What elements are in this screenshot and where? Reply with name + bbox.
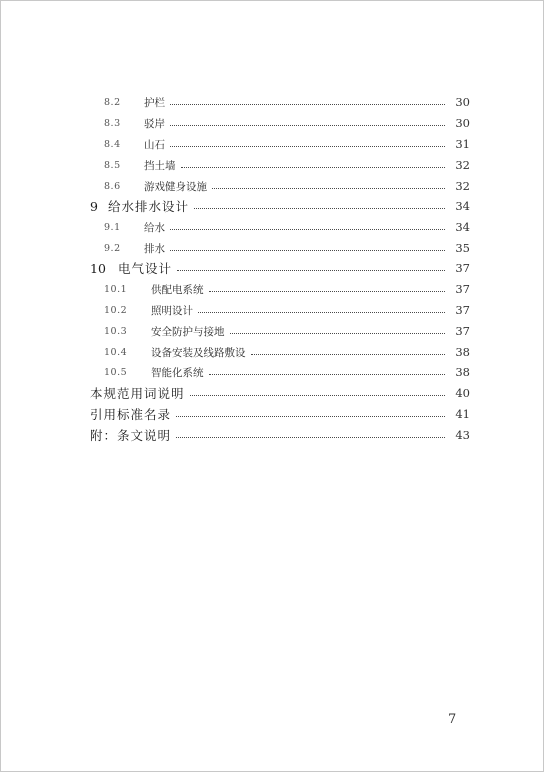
toc-entry-page: 38 <box>455 365 470 379</box>
toc-entry-title: 照明设计 <box>151 304 193 317</box>
toc-entry-page: 37 <box>455 324 470 338</box>
dot-leader <box>176 416 445 417</box>
toc-entry-title: 山石 <box>144 138 165 151</box>
toc-entry-title: 护栏 <box>144 96 165 109</box>
toc-entry[interactable] <box>104 300 470 320</box>
toc-chapter-entry[interactable] <box>90 196 470 216</box>
toc-entry-number: 10.5 <box>104 366 128 378</box>
dot-leader <box>209 374 446 375</box>
toc-entry-number: 8.2 <box>104 96 121 108</box>
page-number: 7 <box>448 712 457 727</box>
toc-backmatter-entry[interactable] <box>90 425 470 445</box>
dot-leader <box>190 395 445 396</box>
dot-leader <box>209 291 446 292</box>
toc-entry-title: 给水 <box>144 221 165 234</box>
toc-entry-number: 10.4 <box>104 346 128 358</box>
toc-entry-number: 9.2 <box>104 242 121 254</box>
toc-entry-page: 41 <box>455 407 470 421</box>
dot-leader <box>170 104 445 105</box>
toc-entry[interactable] <box>104 362 470 382</box>
toc-entry-page: 31 <box>455 137 470 151</box>
dot-leader <box>170 229 445 230</box>
toc-entry-title: 附：条文说明 <box>90 428 172 443</box>
toc-entry[interactable] <box>104 321 470 341</box>
toc-entry-title: 引用标准名录 <box>90 407 172 422</box>
dot-leader <box>177 270 445 271</box>
toc-entry-title: 本规范用词说明 <box>90 386 185 401</box>
dot-leader <box>251 354 446 355</box>
dot-leader <box>170 146 445 147</box>
dot-leader <box>212 188 445 189</box>
toc-entry-number: 10.2 <box>104 304 128 316</box>
toc-entry-title: 智能化系统 <box>151 366 204 379</box>
toc-entry[interactable] <box>104 92 470 112</box>
toc-entry-number: 8.4 <box>104 138 121 150</box>
dot-leader <box>170 125 445 126</box>
toc-backmatter-entry[interactable] <box>90 404 470 424</box>
toc-entry-page: 30 <box>455 116 470 130</box>
toc-entry-page: 38 <box>455 345 470 359</box>
dot-leader <box>170 250 445 251</box>
toc-entry-page: 37 <box>455 282 470 296</box>
toc-entry-page: 40 <box>455 386 470 400</box>
toc-entry-page: 37 <box>455 261 470 275</box>
toc-entry[interactable] <box>104 155 470 175</box>
toc-entry-page: 37 <box>455 303 470 317</box>
toc-entry-title: 电气设计 <box>118 261 173 276</box>
dot-leader <box>176 437 445 438</box>
toc-entry-number: 8.5 <box>104 159 121 171</box>
toc-entry-title: 给水排水设计 <box>108 199 190 214</box>
toc-entry-number: 9 <box>90 198 98 214</box>
toc-entry-title: 排水 <box>144 242 165 255</box>
toc-entry[interactable] <box>104 217 470 237</box>
toc-entry[interactable] <box>104 279 470 299</box>
toc-entry[interactable] <box>104 113 470 133</box>
toc-entry-number: 9.1 <box>104 221 121 233</box>
toc-entry[interactable] <box>104 176 470 196</box>
toc-chapter-entry[interactable] <box>90 258 470 278</box>
toc-entry-number: 10.3 <box>104 325 128 337</box>
toc-entry-page: 32 <box>455 158 470 172</box>
toc-entry-title: 设备安装及线路敷设 <box>151 346 246 359</box>
toc-entry-number: 10 <box>90 260 106 276</box>
toc-entry-title: 游戏健身设施 <box>144 180 207 193</box>
toc-backmatter-entry[interactable] <box>90 383 470 403</box>
toc-entry-title: 驳岸 <box>144 117 165 130</box>
dot-leader <box>230 333 446 334</box>
toc-entry-title: 安全防护与接地 <box>151 325 225 338</box>
toc-entry-number: 10.1 <box>104 283 128 295</box>
toc-entry[interactable] <box>104 238 470 258</box>
toc-entry-number: 8.3 <box>104 117 121 129</box>
toc-entry-page: 32 <box>455 179 470 193</box>
toc-entry-page: 35 <box>455 241 470 255</box>
toc-entry[interactable] <box>104 342 470 362</box>
dot-leader <box>194 208 445 209</box>
dot-leader <box>181 167 446 168</box>
toc-entry-title: 挡土墙 <box>144 159 176 172</box>
toc-entry-page: 34 <box>455 220 470 234</box>
toc-entry-number: 8.6 <box>104 180 121 192</box>
toc-entry-page: 30 <box>455 95 470 109</box>
toc-entry[interactable] <box>104 134 470 154</box>
toc-entry-page: 34 <box>455 199 470 213</box>
toc-entry-title: 供配电系统 <box>151 283 204 296</box>
toc-entry-page: 43 <box>455 428 470 442</box>
dot-leader <box>198 312 445 313</box>
